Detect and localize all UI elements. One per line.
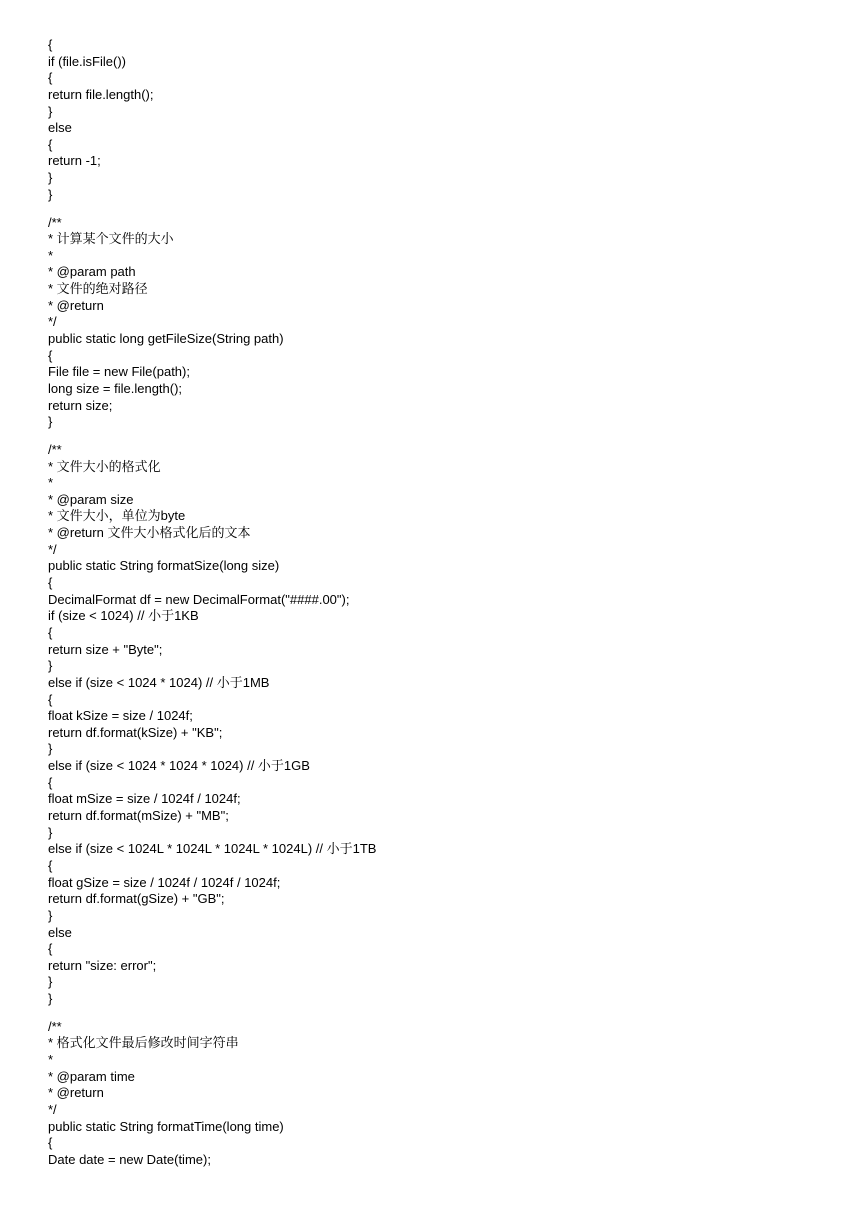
code-line: { (48, 37, 53, 52)
code-line: return "size: error"; (48, 957, 157, 973)
code-line: * 计算某个文件的大小 (48, 231, 174, 247)
code-line: * 文件大小的格式化 (48, 458, 161, 474)
code-line: /** (48, 214, 62, 230)
code-line: float gSize = size / 1024f / 1024f / 1024f; (48, 874, 281, 890)
code-line: else (48, 120, 72, 136)
code-line: } (48, 186, 53, 202)
code-line: long size = file.length(); (48, 380, 183, 396)
code-block (48, 215, 376, 431)
code-line: */ (48, 541, 57, 557)
block-separator (48, 203, 376, 214)
code-line: * 格式化文件最后修改时间字符串 (48, 1035, 239, 1051)
code-line: */ (48, 314, 57, 330)
code-line: return size + "Byte"; (48, 641, 163, 657)
code-line: { (48, 857, 53, 873)
code-line: * @return (48, 297, 104, 313)
code-line: } (48, 824, 53, 840)
code-line: public static long getFileSize(String path) (48, 330, 284, 346)
code-line: if (file.isFile()) (48, 53, 126, 69)
code-line: /** (48, 1018, 62, 1034)
code-line: * (48, 1052, 54, 1068)
code-line: * 文件的绝对路径 (48, 281, 148, 297)
code-line: float mSize = size / 1024f / 1024f; (48, 791, 241, 807)
code-line: } (48, 658, 53, 674)
code-line: return -1; (48, 153, 101, 169)
block-separator (48, 431, 376, 442)
code-line: } (48, 741, 53, 757)
code-block (48, 1019, 376, 1169)
code-line: * @return (48, 1085, 104, 1101)
code-line: { (48, 575, 53, 591)
code-line: * @param time (48, 1068, 135, 1084)
code-line: * 文件大小，单位为byte (48, 508, 186, 524)
code-line: float kSize = size / 1024f; (48, 708, 193, 724)
code-line: * (48, 247, 54, 263)
code-line: } (48, 414, 53, 430)
code-line: return df.format(kSize) + "KB"; (48, 724, 223, 740)
code-line: else if (size < 1024 * 1024) // 小于1MB (48, 674, 270, 690)
code-line: return size; (48, 397, 113, 413)
code-line: { (48, 70, 53, 86)
code-line: } (48, 991, 53, 1007)
code-line: else (48, 924, 72, 940)
code-line: if (size < 1024) // 小于1KB (48, 608, 199, 624)
code-line: * @param size (48, 491, 134, 507)
code-line: } (48, 907, 53, 923)
code-line: File file = new File(path); (48, 364, 190, 380)
code-block (48, 442, 376, 1008)
code-line: { (48, 941, 53, 957)
code-block (48, 37, 376, 203)
code-line: return file.length(); (48, 86, 154, 102)
block-separator (48, 1008, 376, 1019)
code-line: DecimalFormat df = new DecimalFormat("####.00"); (48, 591, 350, 607)
code-line: * (48, 475, 54, 491)
code-line: * @param path (48, 264, 136, 280)
code-line: else if (size < 1024 * 1024 * 1024) // 小于1GB (48, 758, 310, 774)
code-listing (48, 37, 376, 1169)
code-line: return df.format(mSize) + "MB"; (48, 808, 229, 824)
code-line: } (48, 170, 53, 186)
code-line: public static String formatTime(long time) (48, 1118, 284, 1134)
code-line: { (48, 1135, 53, 1151)
code-line: return df.format(gSize) + "GB"; (48, 891, 225, 907)
code-line: { (48, 347, 53, 363)
code-line: public static String formatSize(long size) (48, 558, 280, 574)
code-line: { (48, 136, 53, 152)
code-line: */ (48, 1102, 57, 1117)
code-line: } (48, 103, 53, 119)
code-line: { (48, 624, 53, 640)
code-line: * @return 文件大小格式化后的文本 (48, 525, 251, 541)
code-line: else if (size < 1024L * 1024L * 1024L * 1024L) // 小于1TB (48, 841, 377, 857)
code-line: } (48, 974, 53, 990)
code-line: Date date = new Date(time); (48, 1151, 211, 1167)
code-line: { (48, 691, 53, 707)
code-line: /** (48, 441, 62, 457)
code-line: { (48, 774, 53, 790)
